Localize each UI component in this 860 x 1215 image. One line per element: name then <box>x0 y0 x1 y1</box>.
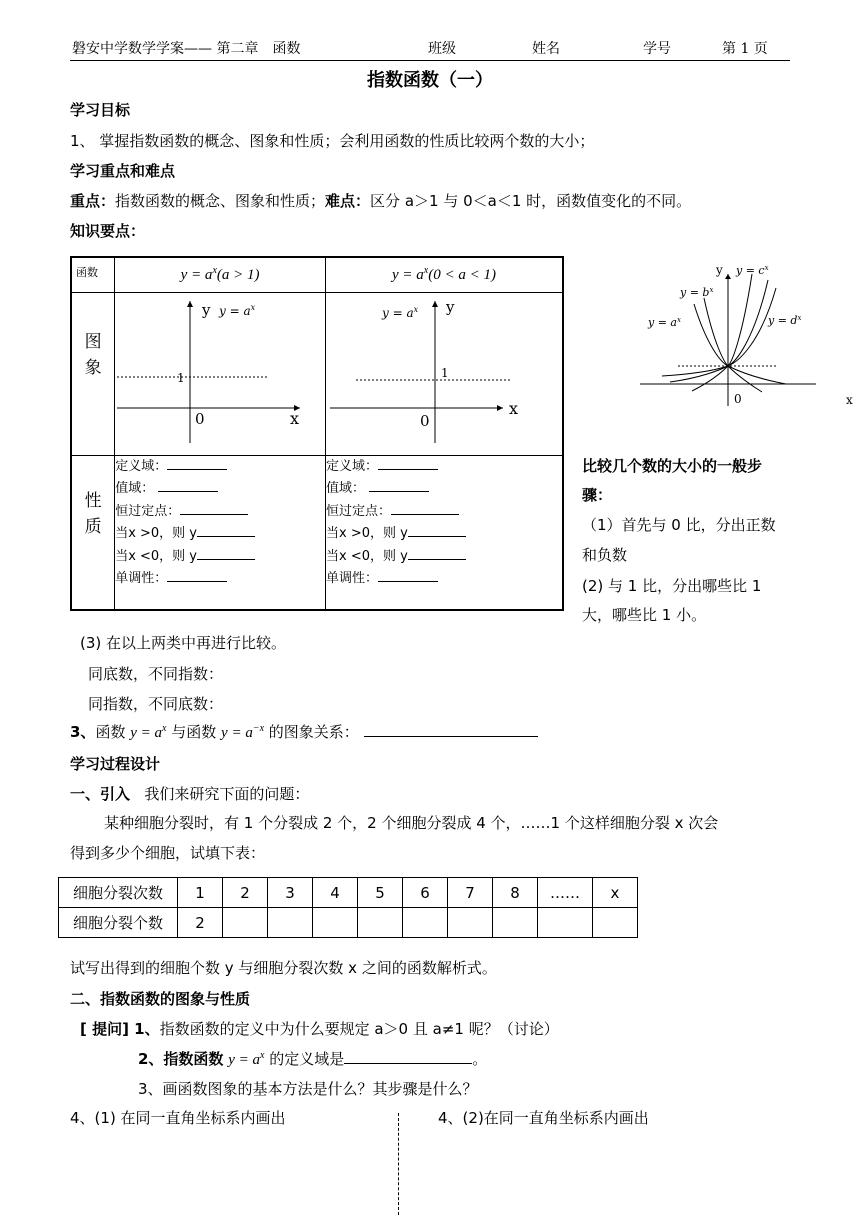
table-cell[interactable] <box>593 908 638 938</box>
label-func: $y = a^x$ <box>382 304 419 320</box>
item-3: 3、函数 $y = a^x$ 与函数 $y = a^{-x}$ 的图象关系： <box>70 721 538 742</box>
question-1-text: 指数函数的定义中为什么要规定 a＞0 且 a≠1 呢？（讨论） <box>159 1020 559 1038</box>
prop-domain: 定义域： <box>326 456 562 479</box>
col2-lhs: y = a <box>392 267 424 284</box>
question-4a: 4、(1) 在同一直角坐标系内画出 <box>70 1109 286 1127</box>
graph-cell-a-lt-1 <box>326 292 564 455</box>
question-2-func: y = a <box>228 1052 261 1068</box>
knowledge-table <box>70 256 564 611</box>
intro-line <box>70 783 309 804</box>
table-cell: 6 <box>403 878 448 908</box>
intro-paragraph-2: 得到多少个细胞，试填下表： <box>70 844 266 862</box>
table-cell: 4 <box>313 878 358 908</box>
row1-label: 细胞分裂次数 <box>59 878 178 908</box>
process-heading: 学习过程设计 <box>70 755 161 773</box>
table-cell: …… <box>538 878 593 908</box>
col1-exp: x <box>212 265 217 277</box>
intro-paragraph-1: 某种细胞分裂时，有 1 个分裂成 2 个，2 个细胞分裂成 4 个，……1 个这样细胞分裂 x 次会 <box>104 814 719 832</box>
compare-step1-l2: 和负数 <box>582 546 628 564</box>
label-one: 1 <box>177 370 185 385</box>
prop-range: 值域： <box>115 478 325 501</box>
row-graph-char1: 图 <box>84 331 102 352</box>
table-cell[interactable] <box>493 908 538 938</box>
question-3: 3、画函数图象的基本方法是什么？其步骤是什么？ <box>138 1080 478 1098</box>
label-d: $y = d^x$ <box>768 314 802 327</box>
label-func: $y = a^x$ <box>219 302 256 318</box>
table-cell: 3 <box>268 878 313 908</box>
label-one: 1 <box>441 365 449 380</box>
table-cell: x <box>593 878 638 908</box>
prop-x-negative: 当x <0，则 y <box>115 546 325 569</box>
column-divider <box>398 1113 399 1215</box>
header-rule <box>70 60 790 61</box>
item3-text1: 函数 <box>95 723 126 741</box>
table-row <box>59 878 638 908</box>
table-cell: 5 <box>358 878 403 908</box>
label-y: y <box>716 263 723 277</box>
question-4b: 4、(2)在同一直角坐标系内画出 <box>438 1109 649 1127</box>
table-cell[interactable] <box>448 908 493 938</box>
col1-cond: (a > 1) <box>216 267 260 284</box>
item3-text2: 与函数 <box>171 723 217 741</box>
label-origin: 0 <box>195 409 205 428</box>
after-table-text: 试写出得到的细胞个数 y 与细胞分裂次数 x 之间的函数解析式。 <box>70 959 497 977</box>
item3-func1: y = a <box>130 725 163 741</box>
col2-cond: (0 < a < 1) <box>428 267 496 284</box>
goals-heading: 学习目标 <box>70 101 131 119</box>
table-cell[interactable] <box>313 908 358 938</box>
question-2-post: 的定义域是 <box>269 1050 345 1068</box>
label-x: x <box>509 398 519 418</box>
label-x: x <box>290 408 300 428</box>
table-col2-header <box>326 257 564 292</box>
focus-label: 重点： <box>70 192 116 210</box>
table-corner: 函数 <box>71 257 115 292</box>
item3-text3: 的图象关系： <box>268 723 359 741</box>
table-cell[interactable] <box>403 908 448 938</box>
prop-range: 值域： <box>326 478 562 501</box>
table-col1-header <box>115 257 326 292</box>
intro-text: 我们来研究下面的问题： <box>144 785 310 803</box>
question-2-pre: 2、指数函数 <box>138 1050 224 1068</box>
section2-heading: 二、指数函数的图象与性质 <box>70 990 251 1008</box>
label-b: $y = b^x$ <box>680 286 714 299</box>
item3-func2: y = a <box>221 725 253 741</box>
label-y: y <box>202 300 211 319</box>
compare-heading-l2: 骤： <box>582 486 613 504</box>
graph-cell-a-gt-1 <box>115 292 326 455</box>
row-props-label <box>71 455 115 610</box>
header-page-label: 第 1 页 <box>722 41 768 57</box>
header-class-label: 班级 <box>428 41 456 57</box>
table-cell[interactable] <box>538 908 593 938</box>
row-graph-char2: 象 <box>84 357 102 378</box>
row-props-char2: 质 <box>84 516 102 537</box>
prop-x-positive: 当x >0，则 y <box>115 523 325 546</box>
question-label: [ 提问] 1、 <box>80 1020 160 1038</box>
curve-e <box>662 288 776 376</box>
table-cell: 2 <box>223 878 268 908</box>
intro-heading: 一、引入 <box>70 785 131 803</box>
prop-monotonicity: 单调性： <box>115 568 325 591</box>
header-id-label: 学号 <box>643 41 671 57</box>
row-props-char1: 性 <box>84 490 102 511</box>
row2-label: 细胞分裂个数 <box>59 908 178 938</box>
goal-item-1: 1、 掌握指数函数的概念、图象和性质；会利用函数的性质比较两个数的大小； <box>70 132 595 150</box>
col2-exp: x <box>423 265 429 277</box>
focus-text: 指数函数的概念、图象和性质； <box>115 192 326 210</box>
compare-step3: (3) 在以上两类中再进行比较。 <box>80 634 287 652</box>
header-course: 磐安中学数学学案—— 第二章 函数 <box>72 41 301 57</box>
props-a-lt-1 <box>326 455 564 610</box>
table-cell[interactable] <box>223 908 268 938</box>
table-cell[interactable]: 2 <box>178 908 223 938</box>
keypoints-heading: 学习重点和难点 <box>70 162 176 180</box>
curve-b <box>704 298 762 392</box>
table-cell[interactable] <box>268 908 313 938</box>
col1-lhs: y = a <box>180 267 213 284</box>
prop-x-negative: 当x <0，则 y <box>326 546 562 569</box>
table-cell[interactable] <box>358 908 403 938</box>
side-graph-family <box>636 258 860 408</box>
item3-num: 3、 <box>70 723 96 741</box>
label-x: x <box>846 393 853 407</box>
question-2: 2、指数函数 $y = a^x$ 的定义域是 。 <box>138 1050 488 1068</box>
compare-same-base: 同底数，不同指数： <box>88 665 224 683</box>
knowledge-heading: 知识要点： <box>70 222 146 240</box>
prop-fixed-point: 恒过定点： <box>326 501 562 524</box>
graph-a-gt-1 <box>115 293 324 451</box>
header-name-label: 姓名 <box>532 41 560 57</box>
label-y: y <box>446 297 455 316</box>
question-2-end: 。 <box>472 1050 488 1068</box>
prop-domain: 定义域： <box>115 456 325 479</box>
item3-func2-exp: −x <box>252 723 265 734</box>
row-graph-label <box>71 292 115 455</box>
compare-heading-l1: 比较几个数的大小的一般步 <box>582 457 763 475</box>
difficulty-text: 区分 a＞1 与 0＜a＜1 时，函数值变化的不同。 <box>370 192 692 210</box>
difficulty-label: 难点： <box>325 192 371 210</box>
graph-a-lt-1 <box>326 293 562 451</box>
keypoints-line <box>70 190 691 211</box>
table-row <box>59 908 638 938</box>
compare-step2-l1: (2) 与 1 比，分出哪些比 1 <box>582 577 762 595</box>
label-c: $y = c^x$ <box>736 264 769 277</box>
prop-x-positive: 当x >0，则 y <box>326 523 562 546</box>
table-cell: 7 <box>448 878 493 908</box>
compare-step1-l1: （1）首先与 0 比，分出正数 <box>582 516 776 534</box>
label-origin: 0 <box>420 411 430 430</box>
prop-fixed-point: 恒过定点： <box>115 501 325 524</box>
compare-same-exp: 同指数，不同底数： <box>88 695 224 713</box>
label-origin: 0 <box>734 392 742 406</box>
table-cell: 1 <box>178 878 223 908</box>
cell-division-table <box>58 877 638 938</box>
props-a-gt-1 <box>115 455 326 610</box>
compare-step2-l2: 大，哪些比 1 小。 <box>582 606 707 624</box>
prop-monotonicity: 单调性： <box>326 568 562 591</box>
table-cell: 8 <box>493 878 538 908</box>
page-title: 指数函数（一） <box>367 70 493 91</box>
label-a: $y = a^x$ <box>648 316 681 329</box>
question-1 <box>80 1018 559 1039</box>
